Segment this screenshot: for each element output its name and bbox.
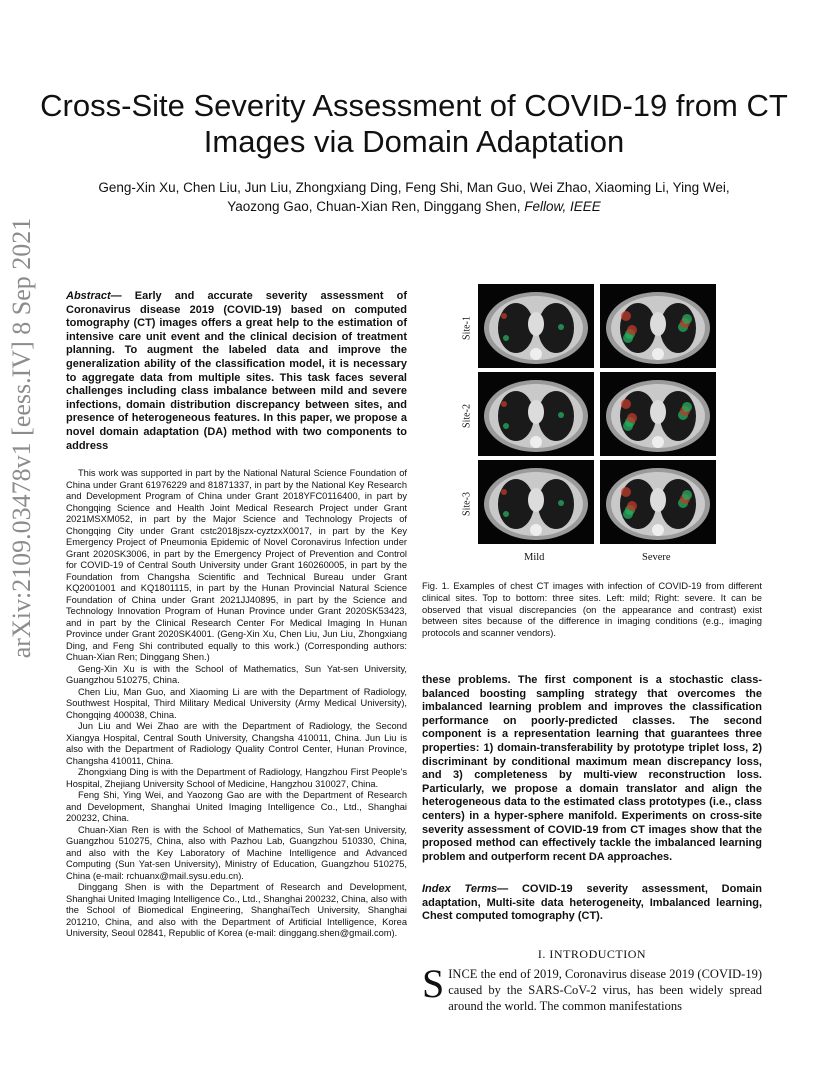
footnotes xyxy=(66,468,407,940)
site-label: Site-2 xyxy=(461,404,473,428)
abstract-block xyxy=(66,290,407,453)
ct-image-site3-mild xyxy=(478,460,594,544)
abstract-text xyxy=(66,290,407,453)
ct-image-site1-severe xyxy=(600,284,716,368)
intro-paragraph xyxy=(422,961,762,1014)
site-label: Site-1 xyxy=(461,316,473,340)
site-label: Site-3 xyxy=(461,492,473,516)
author-list xyxy=(40,178,788,216)
authors-line-2 xyxy=(40,197,788,216)
footnote-affiliation: Feng Shi, Ying Wei, and Yaozong Gao are with the Department of Research and Development, Shanghai United Imaging Intelligence Co., Ltd., Shanghai 200232, China. xyxy=(66,790,407,823)
ct-image-site2-mild xyxy=(478,372,594,456)
abstract-continued: these problems. The first component is a stochastic class-balanced boosting sampling strategy that overcomes the imbalanced learning problem and improves the classification performance on poorly-predicted classes. The second component is a representation learning that guarantees three properties: 1) domain-transferability by prototype triplet loss, 2) discriminant by conditional maximum mean discrepancy loss, and 3) completeness by multi-view reconstruction loss. Particularly, we propose a domain translator and align the heterogeneous data to the estimated class prototypes (i.e., class centers) in a hyper-sphere manifold. Experiments on cross-site severity assessment of COVID-19 from CT images show that the proposed method can effectively tackle the imbalanced learning problem and outperform recent DA approaches. xyxy=(422,674,762,863)
paper-title: Cross-Site Severity Assessment of COVID-19 from CT Images via Domain Adaptation xyxy=(40,88,788,159)
authors-fellow: Fellow, IEEE xyxy=(524,199,601,214)
col-label-mild: Mild xyxy=(524,552,545,563)
index-terms-text: COVID-19 severity assessment, Domain adaptation, Multi-site data heterogeneity, Imbalanced learning, Chest computed tomography (CT). xyxy=(422,883,763,923)
ct-image-site1-mild xyxy=(478,284,594,368)
footnote-affiliation: Geng-Xin Xu is with the School of Mathematics, Sun Yat-sen University, Guangzhou 510275, China. xyxy=(66,663,407,685)
section-heading: I. INTRODUCTION xyxy=(537,947,647,961)
abstract-part-1: Early and accurate severity assessment of Coronavirus disease 2019 (COVID-19) based on computed tomography (CT) images offers a great help to the estimation of intensive care unit event and the clinical decision of treatment planning. To augment the labeled data and improve the generalization ability of the classification model, it is necessary to aggregate data from multiple sites. This task faces several challenges including class imbalance between mild and severe infections, domain distribution discrepancy between sites, and presence of heterogeneous features. In this paper, we propose a novel domain adaptation (DA) method with two components to address xyxy=(66,290,407,452)
intro-text: the end of 2019, Coronavirus disease 2019 (COVID-19) caused by the SARS-CoV-2 virus, has been widely spread around the world. The common manifestations xyxy=(448,967,762,1013)
authors-names: Yaozong Gao, Chuan-Xian Ren, Dinggang Shen, xyxy=(227,199,521,214)
footnote-affiliation: Zhongxiang Ding is with the Department of Radiology, Hangzhou First People's Hospital, Zhejiang University School of Medicine, Hangzhou 310027, China. xyxy=(66,767,407,789)
figure-caption: Fig. 1. Examples of chest CT images with infection of COVID-19 from different clinical sites. Top to bottom: three sites. Left: mild; Right: severe. It can be observed that visual discrepancies (on the appearance and contrast) exist between sites because of the difference in imaging conditions (e.g., imaging protocols and scanner vendors). xyxy=(422,580,762,639)
footnote-funding: This work was supported in part by the National Natural Science Foundation of China under Grant 61976229 and 81871337, in part by the National Key Research and Development Program of China under Grant 2018YFC0116400, in part by Chongqing Science and Health Joint Medical Research Project under Grant 2021MSXM052, in part by the Major Science and Technology Projects of Chongqing City under Grant cstc2018jszx-cyztzxX0017, in part by the Key Emergency Project of Pneumonia Epidemic of Novel Coronavirus Infection under Grant 2020SK3006, in part by the Emergency Project of Prevention and Control for COVID-19 of Central South University under Grant 160260005, in part by the Foundation from Changsha Scientific and Technical Bureau under Grant KQ2001001 and KQ1801115, in part by the Hunan Provincial Natural Science Foundation of China under Grant 2021JJ40895, in part by the Science and Technology Innovation Program of Hunan Province under Grant 2020SK53423, and in part by the Clinical Research Center For Medical Imaging In Hunan Province under Grant 2020SK4001. (Geng-Xin Xu, Chen Liu, Jun Liu, Zhongxiang Ding, and Feng Shi contributed equally to this work.) (Corresponding authors: Chuan-Xian Ren; Dinggang Shen.) xyxy=(66,468,407,662)
ct-image-site3-severe xyxy=(600,460,716,544)
footnote-affiliation: Jun Liu and Wei Zhao are with the Department of Radiology, the Second Xiangya Hospital, Central South University, Changsha 410011, China. Jun Liu is also with the Department of Radiology Quality Control Center, Hunan Province, Changsha 410011, China. xyxy=(66,721,407,766)
footnote-affiliation: Chuan-Xian Ren is with the School of Mathematics, Sun Yat-sen University, Guangzhou 510275, China, also with Pazhou Lab, Guangzhou 510330, China, and also with the Key Laboratory of Machine Intelligence and Advanced Computing (Sun Yat-sen University), Ministry of Education, Guangzhou 510275, China (e-mail: rchuanx@mail.sysu.edu.cn). xyxy=(66,824,407,881)
abstract-lead: Abstract— xyxy=(66,290,122,302)
dropcap: S xyxy=(422,961,445,1006)
figure-ct-images xyxy=(460,284,730,566)
col-label-severe: Severe xyxy=(642,552,671,563)
ct-image-site2-severe xyxy=(600,372,716,456)
index-terms xyxy=(422,883,762,924)
arxiv-identifier: arXiv:2109.03478v1 [eess.IV] 8 Sep 2021 xyxy=(7,217,36,659)
footnote-affiliation: Dinggang Shen is with the Department of Research and Development, Shanghai United Imaging Intelligence Co., Ltd., Shanghai 200232, China, also with the School of Biomedical Engineering, ShanghaiTech University, Shanghai 201210, China, and also with the Department of Artificial Intelligence, Korea University, Seoul 02841, Republic of Korea (e-mail: dinggang.shen@gmail.com). xyxy=(66,882,407,938)
index-terms-lead: Index Terms— xyxy=(422,883,509,895)
footnote-affiliation: Chen Liu, Man Guo, and Xiaoming Li are with the Department of Radiology, Southwest Hospital, Third Military Medical University (Army Medical University), Chongqing 400038, China. xyxy=(66,686,407,720)
authors-line-1: Geng-Xin Xu, Chen Liu, Jun Liu, Zhongxiang Ding, Feng Shi, Man Guo, Wei Zhao, Xiaoming Li, Ying Wei, xyxy=(98,180,730,195)
intro-smallcaps: INCE xyxy=(448,967,478,981)
